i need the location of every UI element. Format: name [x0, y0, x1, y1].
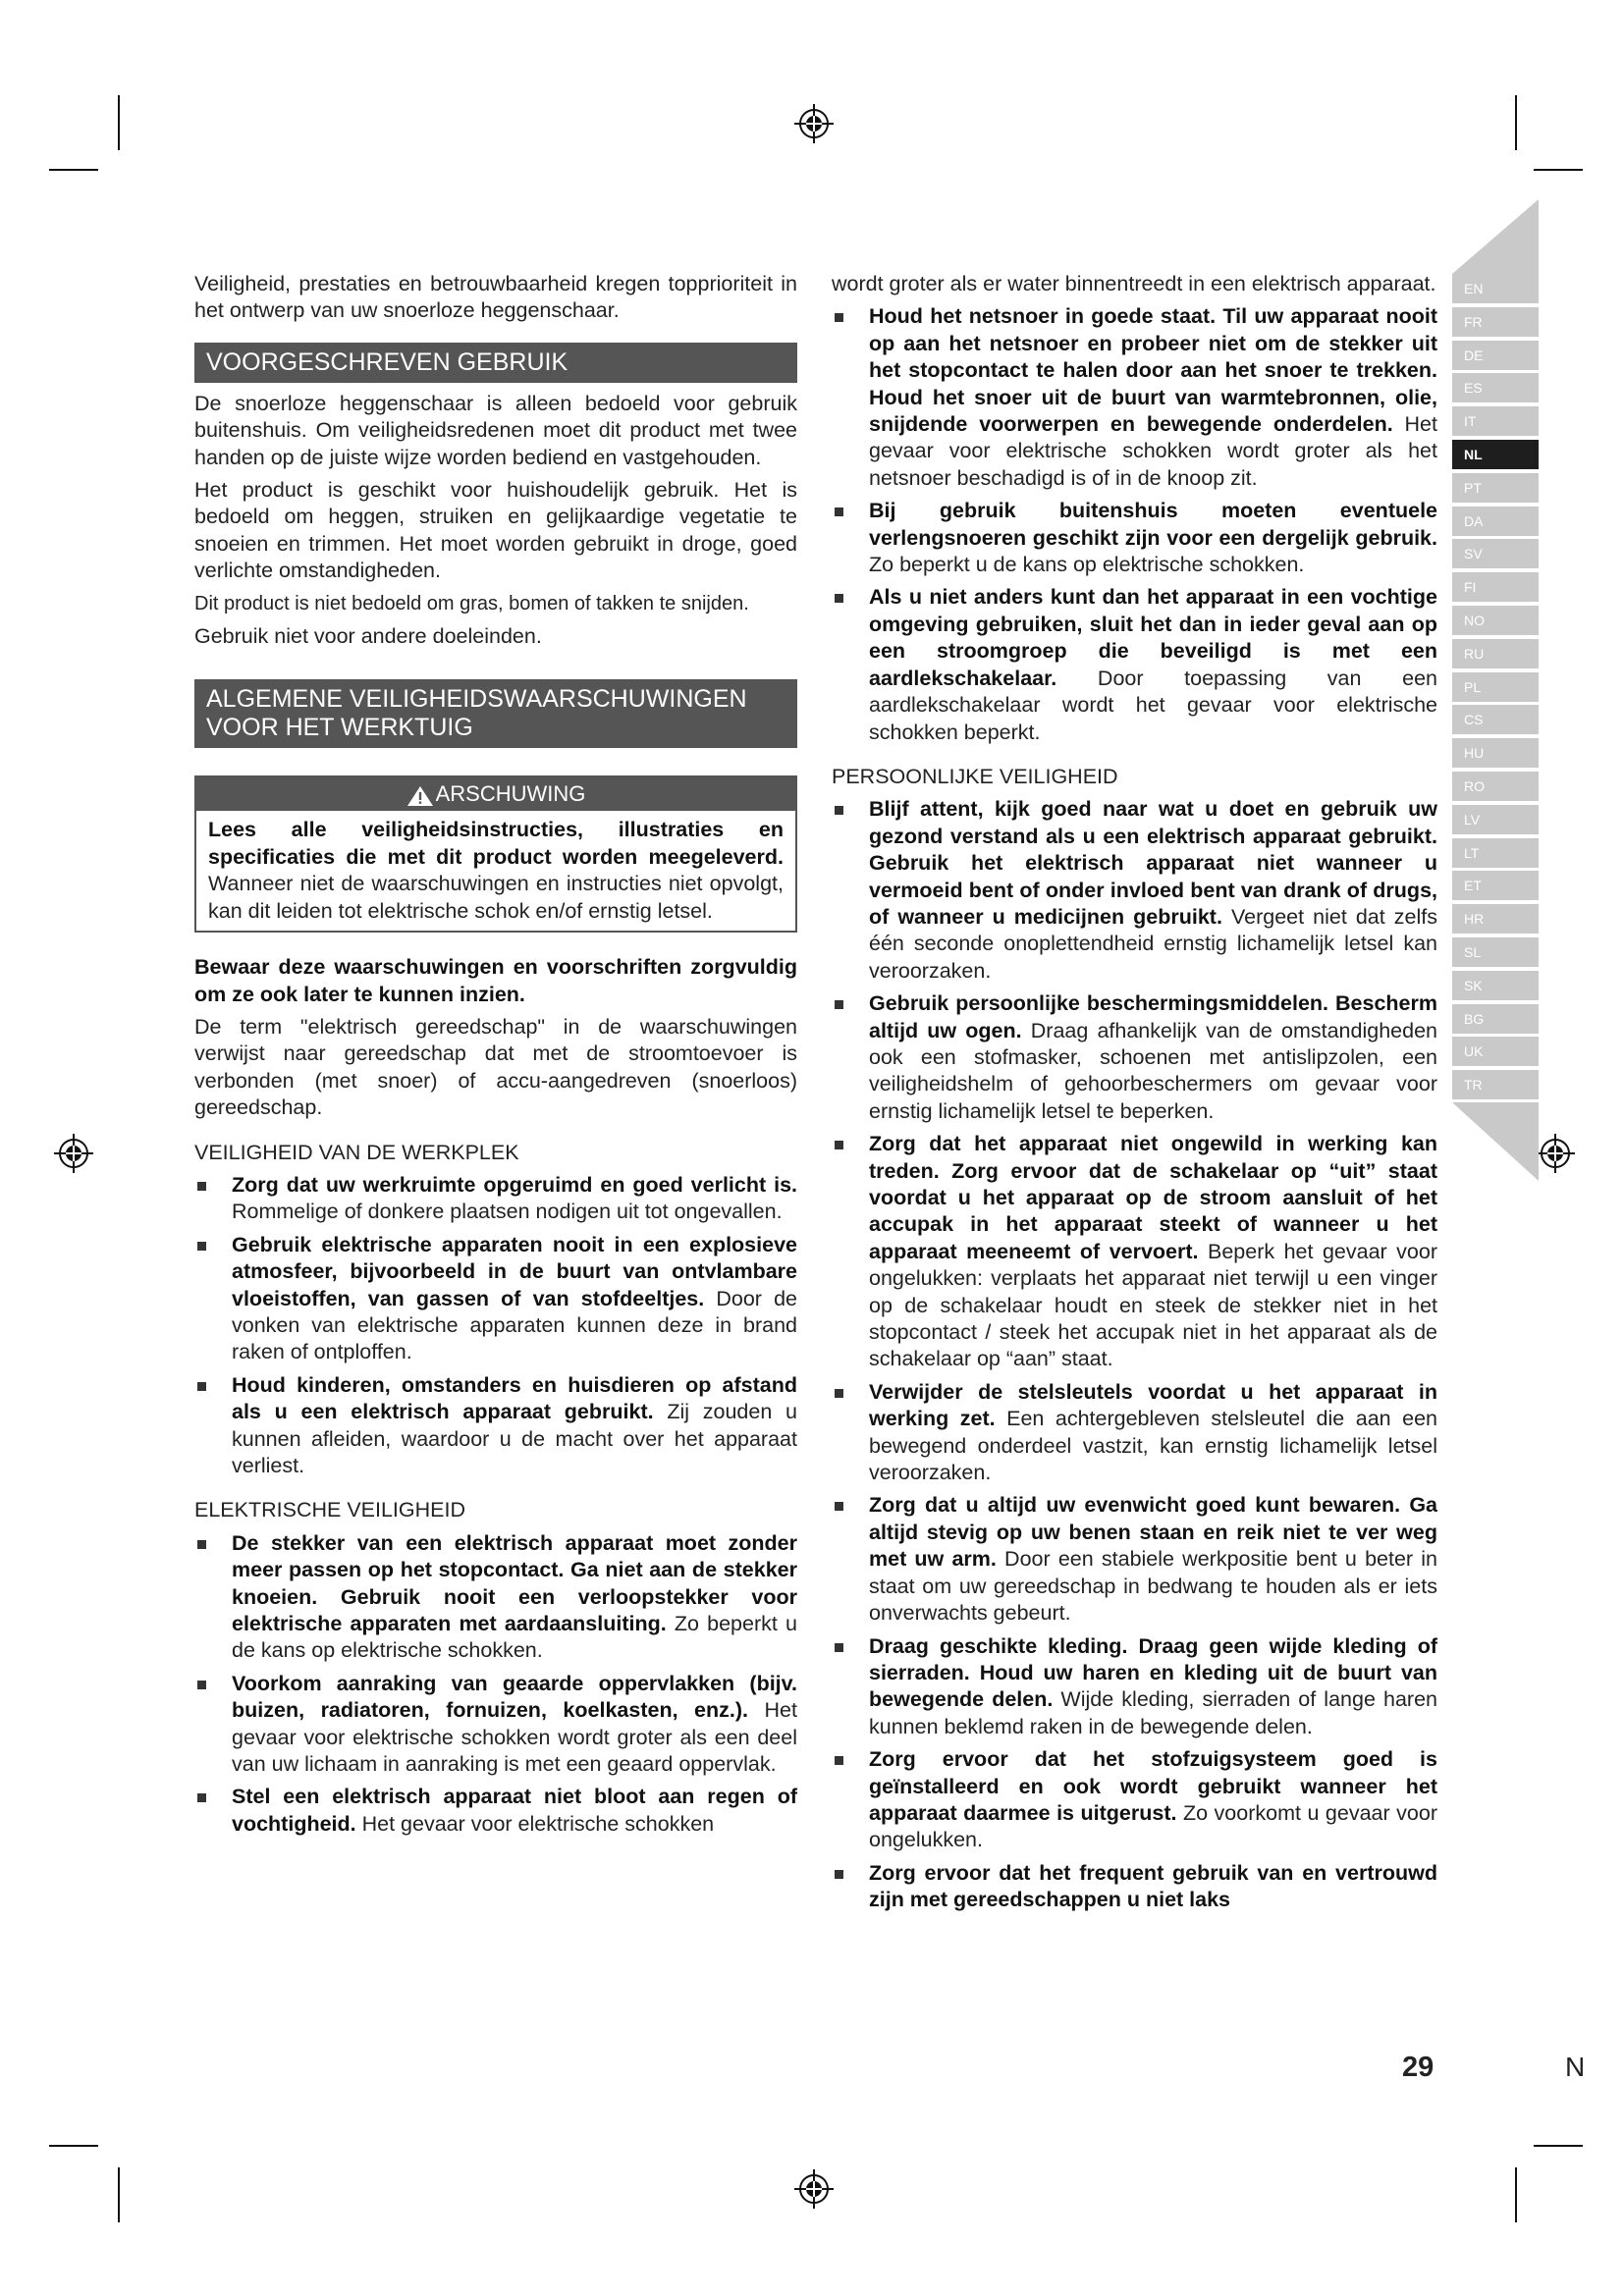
list-item-text: Het gevaar voor elektrische schokken wordt groter als het netsnoer beschadigd is of in de knoop zit. — [869, 412, 1437, 490]
lang-tab-sl: SL — [1452, 937, 1539, 967]
language-tabs — [1452, 274, 1539, 1103]
list-item-bold: Zorg ervoor dat het stofzuigsysteem goed is geïnstalleerd en ook wordt gebruikt wanneer het apparaat daarmee is uitgerust. — [869, 1747, 1437, 1825]
registration-mark-icon — [792, 2167, 836, 2211]
lang-tab-sv: SV — [1452, 539, 1539, 568]
bullet-square-icon — [835, 313, 843, 322]
tab-strip-top-triangle — [1452, 199, 1539, 274]
warning-box — [194, 775, 797, 933]
lang-tab-it: IT — [1452, 406, 1539, 436]
lang-tab-lt: LT — [1452, 838, 1539, 868]
subheading-electrical: ELEKTRISCHE VEILIGHEID — [194, 1498, 465, 1522]
lang-tab-hu: HU — [1452, 738, 1539, 768]
list-item-bold: Draag geschikte kleding. Draag geen wijde kleding of sierraden. Houd uw haren en kleding uit de buurt van bewegende delen. — [869, 1633, 1437, 1712]
list-item-bold: Zorg dat u altijd uw evenwicht goed kunt bewaren. Ga altijd stevig op uw benen staan en reik niet te ver weg met uw arm. — [869, 1493, 1437, 1572]
list-item-bold: Gebruik persoonlijke beschermingsmiddelen. Bescherm altijd uw ogen. — [869, 991, 1437, 1042]
lang-tab-no: NO — [1452, 606, 1539, 635]
left-column — [194, 271, 797, 1843]
lang-tab-pl: PL — [1452, 672, 1539, 702]
bullet-square-icon — [197, 1540, 206, 1549]
lang-tab-en: EN — [1452, 274, 1539, 303]
warning-body — [196, 811, 795, 931]
list-item — [832, 1379, 1437, 1487]
registration-mark-icon — [792, 102, 836, 145]
list-item-bold: Als u niet anders kunt dan het apparaat in een vochtige omgeving gebruiken, sluit het dan in ieder geval aan op een stroomgroep die beveiligd is met een aardlekschakelaar. — [869, 585, 1437, 690]
section-heading-general-warnings: ALGEMENE VEILIGHEIDSWAARSCHUWINGEN VOOR HET WERKTUIG — [194, 679, 797, 748]
lang-tab-hr: HR — [1452, 904, 1539, 934]
list-item-bold: Houd kinderen, omstanders en huisdieren op afstand als u een elektrisch apparaat gebruikt. — [232, 1372, 797, 1424]
list-item-bold: Bij gebruik buitenshuis moeten eventuele verlengsnoeren geschikt zijn voor een dergelijk gebruik. — [869, 499, 1437, 550]
crop-mark — [1534, 169, 1583, 171]
page-edge-mark: N — [1565, 2052, 1586, 2082]
list-item — [832, 1746, 1437, 1854]
section-heading-intended-use: VOORGESCHREVEN GEBRUIK — [194, 343, 797, 383]
list-item-text: Beperk het gevaar voor ongelukken: verplaats het apparaat niet terwijl u een vinger op de schakelaar houdt en steek de stekker niet in het stopcontact / steek het accupak niet in het apparaat als de schakelaar op “aan” staat. — [869, 1239, 1437, 1371]
bullet-square-icon — [835, 594, 843, 603]
bullet-square-icon — [835, 1643, 843, 1652]
bullet-square-icon — [197, 1182, 206, 1191]
lang-tab-cs: CS — [1452, 705, 1539, 734]
bullet-square-icon — [835, 1870, 843, 1879]
list-item — [194, 1232, 797, 1366]
list-item — [832, 498, 1437, 578]
list-item — [194, 1530, 797, 1665]
list-item — [832, 796, 1437, 985]
lang-tab-sk: SK — [1452, 971, 1539, 1000]
list-item-text: Door toepassing van een aardlekschakelaar wordt het gevaar voor elektrische schokken beperkt. — [869, 666, 1437, 744]
list-item-bold: Blijf attent, kijk goed naar wat u doet en gebruik uw gezond verstand als u een elektrisch apparaat gebruikt. Gebruik het elektrisch apparaat niet wanneer u vermoeid bent of onder invloed bent van drank of drugs, of wanneer u medicijnen gebruikt. — [869, 797, 1437, 929]
list-item — [832, 1860, 1437, 1914]
list-item — [832, 1633, 1437, 1741]
lang-tab-uk: UK — [1452, 1037, 1539, 1066]
list-item — [832, 1131, 1437, 1373]
paragraph: Het product is geschikt voor huishoudelijk gebruik. Het is bedoeld om heggen, struiken en gelijkaardige vegetatie te snoeien en trimmen. Het moet worden gebruikt in droge, goed verlichte omstandigheden. — [194, 478, 797, 583]
lang-tab-fr: FR — [1452, 307, 1539, 337]
lang-tab-et: ET — [1452, 871, 1539, 900]
keep-instructions-bold: Bewaar deze waarschuwingen en voorschriften zorgvuldig om ze ook later te kunnen inzien. — [194, 955, 797, 1006]
lang-tab-tr: TR — [1452, 1070, 1539, 1099]
list-item-bold: Zorg dat uw werkruimte opgeruimd en goed verlicht is. — [232, 1172, 797, 1197]
keep-instructions — [194, 954, 797, 1008]
list-item-bold: Stel een elektrisch apparaat niet bloot aan regen of vochtigheid. — [232, 1785, 797, 1836]
list-item-bold: De stekker van een elektrisch apparaat moet zonder meer passen op het stopcontact. Ga niet aan de stekker knoeien. Gebruik nooit een verloopstekker voor elektrische apparaten met aardaansluiting. — [232, 1530, 797, 1636]
right-column — [832, 271, 1437, 1920]
lang-tab-pt: PT — [1452, 473, 1539, 503]
warning-text: Wanneer niet de waarschuwingen en instructies niet opvolgt, kan dit leiden tot elektrische schok en/of ernstig letsel. — [208, 872, 784, 923]
lang-tab-de: DE — [1452, 341, 1539, 370]
bullet-square-icon — [835, 1389, 843, 1398]
bullet-square-icon — [835, 1000, 843, 1009]
lang-tab-fi: FI — [1452, 572, 1539, 602]
list-work-area — [194, 1172, 797, 1479]
crop-mark — [49, 169, 98, 171]
crop-mark — [1515, 2167, 1517, 2222]
crop-mark — [1515, 95, 1517, 150]
continued-paragraph: wordt groter als er water binnentreedt in een elektrisch apparaat. — [832, 272, 1436, 295]
registration-mark-icon — [1534, 1132, 1577, 1175]
crop-mark — [118, 2167, 120, 2222]
page-number: 29 — [1402, 2052, 1435, 2083]
lang-tab-nl: NL — [1452, 440, 1539, 469]
list-item-bold: Houd het netsnoer in goede staat. Til uw apparaat nooit op aan het netsnoer en probeer niet om de stekker uit het stopcontact te halen door aan het snoer te trekken. Houd het snoer uit de buurt van warmtebronnen, olie, snijdende voorwerpen en bewegende onderdelen. — [869, 304, 1437, 437]
list-item — [832, 303, 1437, 492]
warning-triangle-icon — [406, 785, 434, 807]
bullet-square-icon — [835, 1502, 843, 1511]
crop-mark — [118, 95, 120, 150]
subheading-work-area: VEILIGHEID VAN DE WERKPLEK — [194, 1140, 519, 1164]
list-item-text: Een achtergebleven stelsleutel die aan een bewegend onderdeel vastzit, kan ernstig lichamelijk letsel veroorzaken. — [869, 1407, 1437, 1485]
list-item-text: Zo beperkt u de kans op elektrische schokken. — [869, 553, 1305, 577]
lang-tab-bg: BG — [1452, 1004, 1539, 1034]
list-item-text: Rommelige of donkere plaatsen nodigen uit tot ongevallen. — [232, 1200, 783, 1224]
list-item-bold: Voorkom aanraking van geaarde oppervlakken (bijv. buizen, radiatoren, fornuizen, koelkasten, enz.). — [232, 1671, 797, 1723]
intro-paragraph: Veiligheid, prestaties en betrouwbaarheid kregen topprioriteit in het ontwerp van uw snoerloze heggenschaar. — [194, 272, 797, 323]
lang-tab-lv: LV — [1452, 805, 1539, 834]
list-item — [194, 1671, 797, 1779]
list-item-bold: Zorg dat het apparaat niet ongewild in werking kan treden. Zorg ervoor dat de schakelaar op “uit” staat voordat u het apparaat op de stroom aansluit of het accupak in het apparaat steekt of wanneer u het apparaat meeneemt of vervoert. — [869, 1132, 1437, 1263]
list-item-text: Vergeet niet dat zelfs één seconde onoplettendheid ernstig lichamelijk letsel kan veroorzaken. — [869, 904, 1437, 983]
list-item — [832, 584, 1437, 745]
crop-mark — [1534, 2145, 1583, 2147]
warning-bold-text: Lees alle veiligheidsinstructies, illustraties en specificaties die met dit product worden meegeleverd. — [208, 818, 784, 869]
list-item-text: Draag afhankelijk van de omstandigheden ook een stofmasker, schoenen met antislipzolen, een veiligheidshelm of gehoorbeschermers om gevaar voor ernstig lichamelijk letsel te beperken. — [869, 1018, 1437, 1123]
list-item — [832, 1492, 1437, 1627]
paragraph: Gebruik niet voor andere doeleinden. — [194, 624, 542, 649]
list-item-bold: Gebruik elektrische apparaten nooit in een explosieve atmosfeer, bijvoorbeeld in de buurt van ontvlambare vloeistoffen, van gassen of van stofdeeltjes. — [232, 1232, 797, 1310]
list-item — [194, 1172, 797, 1226]
list-item-text: Door de vonken van elektrische apparaten kunnen deze in brand raken of ontploffen. — [232, 1286, 797, 1364]
bullet-square-icon — [835, 1141, 843, 1149]
paragraph: De snoerloze heggenschaar is alleen bedoeld voor gebruik buitenshuis. Om veiligheidsredenen moet dit product met twee handen op de juiste wijze worden bediend en vastgehouden. — [194, 391, 797, 469]
list-item-text: Zij zouden u kunnen afleiden, waardoor u de macht over het apparaat verliest. — [232, 1400, 797, 1477]
lang-tab-es: ES — [1452, 373, 1539, 402]
list-item-text: Het gevaar voor elektrische schokken — [355, 1811, 715, 1836]
paragraph: Dit product is niet bedoeld om gras, bomen of takken te snijden. — [194, 592, 749, 614]
list-item-text: Zo voorkomt u gevaar voor ongelukken. — [869, 1800, 1437, 1852]
lang-tab-ro: RO — [1452, 772, 1539, 801]
lang-tab-ru: RU — [1452, 639, 1539, 668]
bullet-square-icon — [197, 1793, 206, 1802]
list-item — [194, 1372, 797, 1480]
bullet-square-icon — [835, 806, 843, 815]
list-item — [832, 990, 1437, 1125]
crop-mark — [49, 2145, 98, 2147]
bullet-square-icon — [197, 1242, 206, 1251]
list-item-text: Het gevaar voor elektrische schokken wordt groter als een deel van uw lichaam in aanraking is met een geaard oppervlak. — [232, 1698, 797, 1777]
warning-title: ARSCHUWING — [435, 781, 586, 807]
subheading-personal-safety: PERSOONLIJKE VEILIGHEID — [832, 764, 1118, 788]
list-electrical — [194, 1530, 797, 1838]
term-paragraph: De term "elektrisch gereedschap" in de waarschuwingen verwijst naar gereedschap dat met de stroomtoevoer is verbonden (met snoer) of accu-aangedreven (snoerloos) gereedschap. — [194, 1014, 797, 1120]
bullet-square-icon — [197, 1681, 206, 1689]
list-item-bold: Verwijder de stelsleutels voordat u het apparaat in werking zet. — [869, 1379, 1437, 1431]
tab-strip-bottom-triangle — [1452, 1102, 1539, 1181]
list-item-text: Door een stabiele werkpositie bent u beter in staat om uw gereedschap in bedwang te houden als er iets onverwachts gebeurt. — [869, 1547, 1437, 1626]
bullet-square-icon — [835, 507, 843, 516]
list-item — [194, 1784, 797, 1838]
list-item-text: Wijde kleding, sierraden of lange haren kunnen beklemd raken in de bewegende delen. — [869, 1687, 1437, 1738]
list-electrical-continued — [832, 303, 1437, 746]
registration-mark-icon — [52, 1132, 95, 1175]
list-item-bold: Zorg ervoor dat het frequent gebruik van en vertrouwd zijn met gereedschappen u niet laks — [869, 1860, 1437, 1912]
bullet-square-icon — [835, 1756, 843, 1765]
list-personal-safety — [832, 796, 1437, 1913]
bullet-square-icon — [197, 1382, 206, 1391]
warning-header — [196, 777, 795, 811]
lang-tab-da: DA — [1452, 507, 1539, 536]
list-item-text: Zo beperkt u de kans op elektrische schokken. — [232, 1612, 797, 1663]
